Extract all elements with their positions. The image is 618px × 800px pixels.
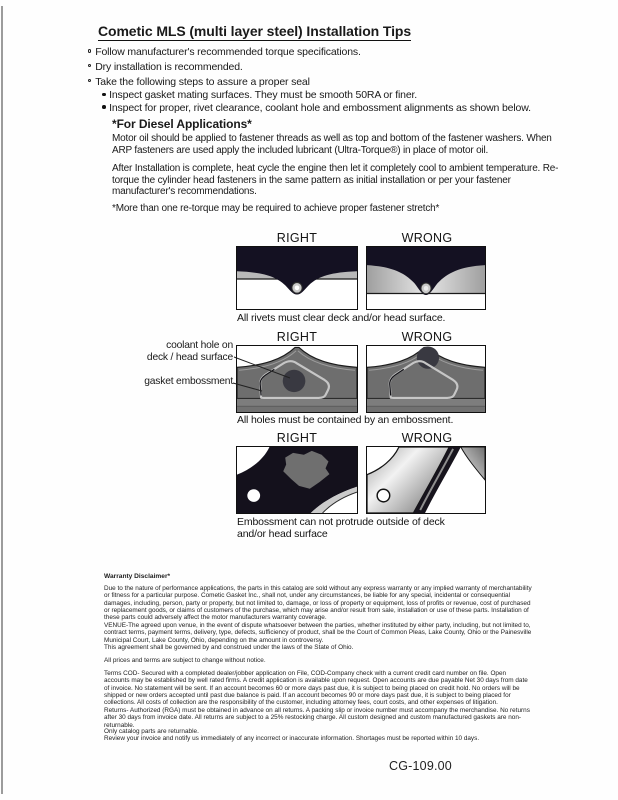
bullet-text: Dry installation is recommended. (95, 60, 243, 73)
protrusion-wrong-diagram (366, 446, 486, 514)
list-item (88, 45, 531, 60)
coolant-hole-callout (112, 340, 233, 363)
list-item (88, 75, 531, 90)
embossment-wrong-diagram (366, 345, 486, 413)
returns-notes (104, 728, 532, 743)
protrusion-right-diagram (236, 446, 358, 514)
filled-bullet-icon (102, 93, 106, 97)
wrong-label: WRONG (401, 231, 453, 245)
rivet-caption: All rivets must clear deck and/or head surface. (237, 312, 446, 324)
embossment-caption: All holes must be contained by an embossment. (237, 414, 454, 426)
page-title (98, 23, 411, 39)
warranty-paragraph: Due to the nature of performance applications, the parts in this catalog are sold without any express warranty or any implied warranty of merchantability or fitness for a particular purpose. Cometic Gasket Inc., shall not, under any circumstances, be liable for any special, incidental or consequential damages, including, person, party or property, but not limited to, damage, or loss of property or equipment, loss of profits or revenue, cost of purchased or replacement goods, or claims of customers of the purchase, which may arise and/or result from sale, installation or use of these parts. Installation of these parts could adversely affect the motor manufacturers warranty coverage. (104, 585, 532, 621)
bullet-text: Inspect for proper, rivet clearance, coolant hole and embossment alignments as shown below. (109, 101, 531, 114)
protrusion-right-art (237, 447, 357, 513)
protrusion-caption (237, 516, 445, 540)
returns-paragraph: Returns- Authorized (RGA) must be obtained in advance on all returns. A packing slip or invoice number must accompany the merchandise. No returns after 30 days from invoice date. All returns are subject to a 25% restocking charge. All custom designed and custom manufactured gaskets are non-returnable. (104, 707, 530, 729)
rivet-right-art (237, 247, 357, 309)
callout-text: deck / head surface (146, 351, 233, 363)
callout-text: coolant hole on (166, 340, 233, 351)
diesel-heading: *For Diesel Applications* (112, 117, 252, 131)
venue-text: VENUE-The agreed upon venue, in the event of dispute whatsoever between the parties, whether instituted by either party, including, but not limited to, contract terms, payment terms, delivery, type, defects, sufficiency of product, shall be the Court of Common Pleas, Lake County, Ohio or the Painesville Municipal Court, Lake County, Ohio, depending on the amount in controversy. (104, 622, 532, 644)
embossment-right-diagram (236, 345, 358, 413)
list-item (88, 60, 531, 75)
bullet-text: Take the following steps to assure a proper seal (95, 75, 310, 88)
right-label: RIGHT (276, 330, 318, 344)
bullet-text: Inspect gasket mating surfaces. They must be smooth 50RA or finer. (109, 89, 418, 102)
protrusion-wrong-art (367, 447, 485, 513)
terms-paragraph: Terms COD- Secured with a completed dealer/jobber application on File, COD-Company check with a current credit card number on file. Open accounts may be established by well rated firms. A credit application is available upon request. Open accounts are due payable Net 30 days from date of invoice. No statement will be sent. If an account becomes 60 or more days past due, it is subject to being placed on credit hold. No orders will be shipped or new orders accepted until past due balance is paid. If an account becomes 90 or more days past due, it is subject to being placed for collections. All costs of collection are the responsibility of the customer, including attorney fees, court costs, and other expenses of litigation. (104, 670, 528, 706)
list-item (102, 89, 531, 102)
wrong-label: WRONG (401, 431, 453, 445)
caption-line: Embossment can not protrude outside of deck (237, 516, 445, 528)
filled-bullet-icon (102, 105, 106, 109)
open-bullet-icon (88, 49, 91, 52)
retorque-note: *More than one re-torque may be required to achieve proper fastener stretch* (112, 203, 440, 214)
part-number: CG-109.00 (389, 759, 452, 773)
diesel-paragraph-2: After Installation is complete, heat cycle the engine then let it completely cool to ambient temperature. Re-torque the cylinder head fasteners in the same pattern as initial installation or per your fastener manufacturer's recommendations. (112, 163, 559, 198)
scan-edge-artifact (1, 6, 3, 794)
installation-tips-list (88, 45, 531, 115)
open-bullet-icon (88, 64, 91, 67)
open-bullet-icon (88, 79, 91, 82)
embossment-right-art (237, 346, 357, 412)
right-label: RIGHT (276, 431, 318, 445)
embossment-wrong-art (367, 346, 485, 412)
list-item (102, 102, 531, 115)
diesel-paragraph-1: Motor oil should be applied to fastener threads as well as top and bottom of the fastener washers. When ARP fasteners are used apply the included lubricant (Ultra-Torque®) in place of motor oil. (112, 133, 552, 156)
prices-notice: All prices and terms are subject to change without notice. (104, 657, 266, 664)
review-invoice-text: Review your invoice and notify us immediately of any incorrect or inaccurate information. Shortages must be reported within 10 days. (104, 735, 480, 743)
only-catalog-text: Only catalog parts are returnable. (104, 728, 199, 735)
wrong-label: WRONG (401, 330, 453, 344)
venue-paragraph (104, 622, 532, 651)
rivet-wrong-art (367, 247, 485, 309)
bullet-text: Follow manufacturer's recommended torque specifications. (95, 46, 361, 58)
gasket-embossment-callout: gasket embossment (144, 376, 233, 387)
venue-governing-law-text: This agreement shall be governed by and construed under the laws of the State of Ohio. (104, 643, 354, 651)
rivet-wrong-diagram (366, 246, 486, 310)
warranty-heading: Warranty Disclaimer* (104, 573, 171, 580)
right-label: RIGHT (276, 231, 318, 245)
page-title-text: Cometic MLS (multi layer steel) Installation Tips (98, 23, 412, 39)
rivet-right-diagram (236, 246, 358, 310)
caption-line: and/or head surface (237, 528, 328, 540)
